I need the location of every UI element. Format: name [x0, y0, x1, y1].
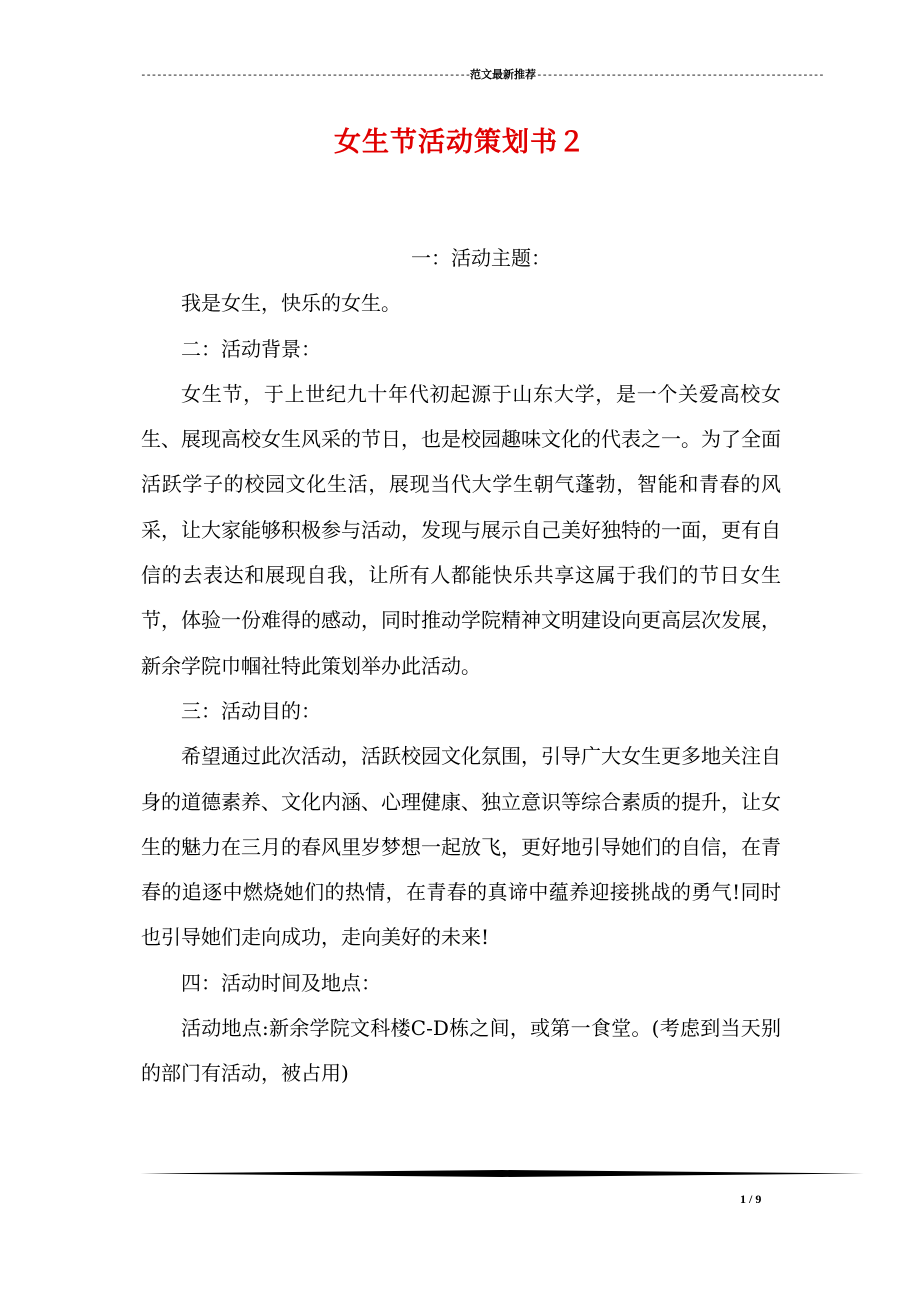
- paragraph-purpose: 希望通过此次活动，活跃校园文化氛围，引导广大女生更多地关注自身的道德素养、文化内涵、心理健康、独立意识等综合素质的提升，让女生的魅力在三月的春风里岁梦想一起放飞，更好地引导她们的自信，在青春的追逐中燃烧她们的热情，在青春的真谛中蕴养迎接挑战的勇气!同时也引导她们走向成功，走向美好的未来!: [141, 744, 781, 950]
- header-right-dashes: ------------------------------------------------------: [536, 68, 824, 81]
- section-heading-time-location: 四：活动时间及地点：: [181, 970, 381, 995]
- paragraph-theme: 我是女生，快乐的女生。: [181, 291, 401, 316]
- page-number: 1 / 9: [740, 1192, 762, 1206]
- header-label: 范文最新推荐: [470, 68, 536, 81]
- page-header: [140, 68, 824, 82]
- paragraph-location: 活动地点:新余学院文科楼C-D栋之间，或第一食堂。(考虑到当天别的部门有活动，被占用): [141, 1016, 781, 1086]
- paragraph-background: 女生节，于上世纪九十年代初起源于山东大学，是一个关爱高校女生、展现高校女生风采的节日，也是校园趣味文化的代表之一。为了全面活跃学子的校园文化生活，展现当代大学生朝气蓬勃，智能和青春的风采，让大家能够积极参与活动，发现与展示自己美好独特的一面，更有自信的去表达和展现自我，让所有人都能快乐共享这属于我们的节日女生节，体验一份难得的感动，同时推动学院精神文明建设向更高层次发展，新余学院巾帼社特此策划举办此活动。: [141, 381, 781, 678]
- document-title: 女生节活动策划书２: [334, 127, 586, 158]
- header-left-dashes: --------------------------------------------------------------: [140, 68, 470, 81]
- document-body: [141, 236, 781, 1097]
- section-heading-purpose: 三：活动目的：: [181, 698, 321, 723]
- section-heading-background: 二：活动背景：: [181, 336, 321, 361]
- footer-divider: [140, 1170, 864, 1177]
- section-heading-theme: 一：活动主题：: [411, 246, 551, 270]
